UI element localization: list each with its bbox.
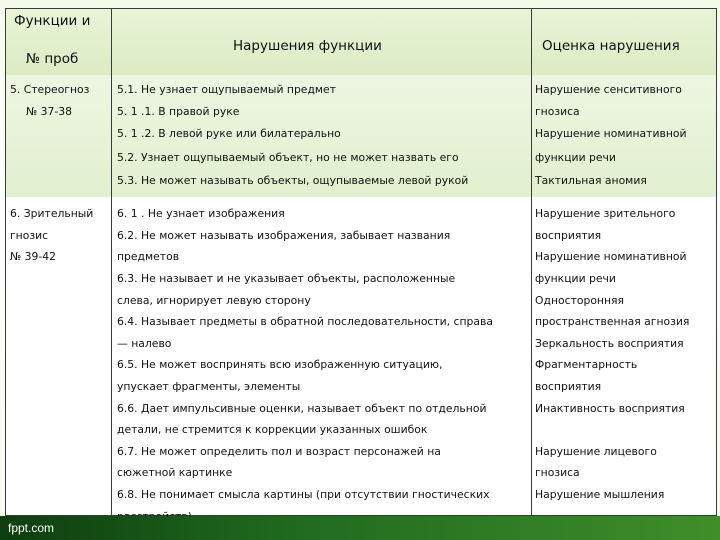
assessment-text: Зеркальность восприятия: [535, 337, 684, 350]
test-numbers: № 39-42: [10, 250, 57, 263]
assessment-text: гнозиса: [535, 105, 580, 118]
table-group-visual-gnosis: [6, 197, 716, 515]
assessment-text: Нарушение зрительного: [535, 207, 676, 220]
assessment-text: Тактильная аномия: [535, 174, 647, 187]
impairment-text: 6.4. Называет предметы в обратной последовательности, справа: [117, 315, 493, 328]
assessment-text: Односторонняя: [535, 294, 625, 307]
assessment-text: восприятия: [535, 229, 602, 242]
function-name: 6. Зрительный: [10, 207, 94, 220]
assessment-text: Фрагментарность: [535, 358, 638, 371]
impairment-text: 6.6. Дает импульсивные оценки, называет объект по отдельной: [117, 402, 487, 415]
function-name: гнозис: [10, 229, 49, 242]
impairment-text: 6.7. Не может определить пол и возраст персонажей на: [117, 445, 441, 458]
slide-footer-bar: [0, 516, 720, 540]
assessment-text: пространственная агнозия: [535, 315, 690, 328]
header-assessment-label: Оценка нарушения: [542, 38, 680, 54]
impairment-text: 6.8. Не понимает смысла картины (при отсутствии гностических: [117, 488, 490, 501]
column-divider: [531, 197, 532, 515]
column-divider: [111, 75, 112, 197]
impairment-text: 6.3. Не называет и не указывает объекты, расположенные: [117, 272, 456, 285]
table-header-row: [6, 9, 716, 76]
header-cell-functions: [6, 9, 112, 75]
impairment-text: 6.2. Не может называть изображения, забывает названия: [117, 229, 451, 242]
header-impairments-label: Нарушения функции: [233, 38, 382, 54]
impairment-text: сюжетной картинке: [117, 466, 233, 479]
table-group-stereognosis: [6, 75, 716, 198]
assessment-text: Нарушение сенситивного: [535, 83, 682, 96]
impairment-text: 5.3. Не может называть объекты, ощупываемые левой рукой: [117, 174, 469, 187]
assessment-text: Нарушение номинативной: [535, 250, 687, 263]
impairment-text: детали, не стремится к коррекции указанных ошибок: [117, 423, 428, 436]
impairment-text: 5. 1 .1. В правой руке: [117, 105, 240, 118]
function-name: 5. Стереогноз: [10, 83, 90, 96]
test-numbers: № 37-38: [26, 105, 73, 118]
assessment-text: восприятия: [535, 380, 602, 393]
assessment-text: Инактивность восприятия: [535, 402, 685, 415]
impairment-text: предметов: [117, 250, 180, 263]
header-cell-impairments: [111, 9, 532, 75]
column-divider: [531, 75, 532, 197]
assessment-text: Нарушение номинативной: [535, 127, 687, 140]
impairment-text: упускает фрагменты, элементы: [117, 380, 301, 393]
assessment-text: функции речи: [535, 151, 616, 164]
assessment-text: гнозиса: [535, 466, 580, 479]
impairment-text: слева, игнорирует левую сторону: [117, 294, 311, 307]
impairment-text: 6.5. Не может воспринять всю изображенную ситуацию,: [117, 358, 443, 371]
brand-watermark: fppt.com: [8, 521, 55, 535]
assessment-text: функции речи: [535, 272, 616, 285]
assessment-text: Нарушение мышления: [535, 488, 665, 501]
impairment-text: 5.2. Узнает ощупываемый объект, но не может назвать его: [117, 151, 459, 164]
assessment-text: Нарушение лицевого: [535, 445, 657, 458]
column-divider: [111, 197, 112, 515]
impairment-text: 5. 1 .2. В левой руке или билатерально: [117, 127, 341, 140]
header-tests-label: № проб: [26, 51, 79, 67]
impairment-text: — налево: [117, 337, 172, 350]
impairment-text: 6. 1 . Не узнает изображения: [117, 207, 285, 220]
impairment-table: [5, 8, 717, 516]
header-functions-label: Функции и: [14, 13, 91, 29]
impairment-text: 5.1. Не узнает ощупываемый предмет: [117, 83, 336, 96]
